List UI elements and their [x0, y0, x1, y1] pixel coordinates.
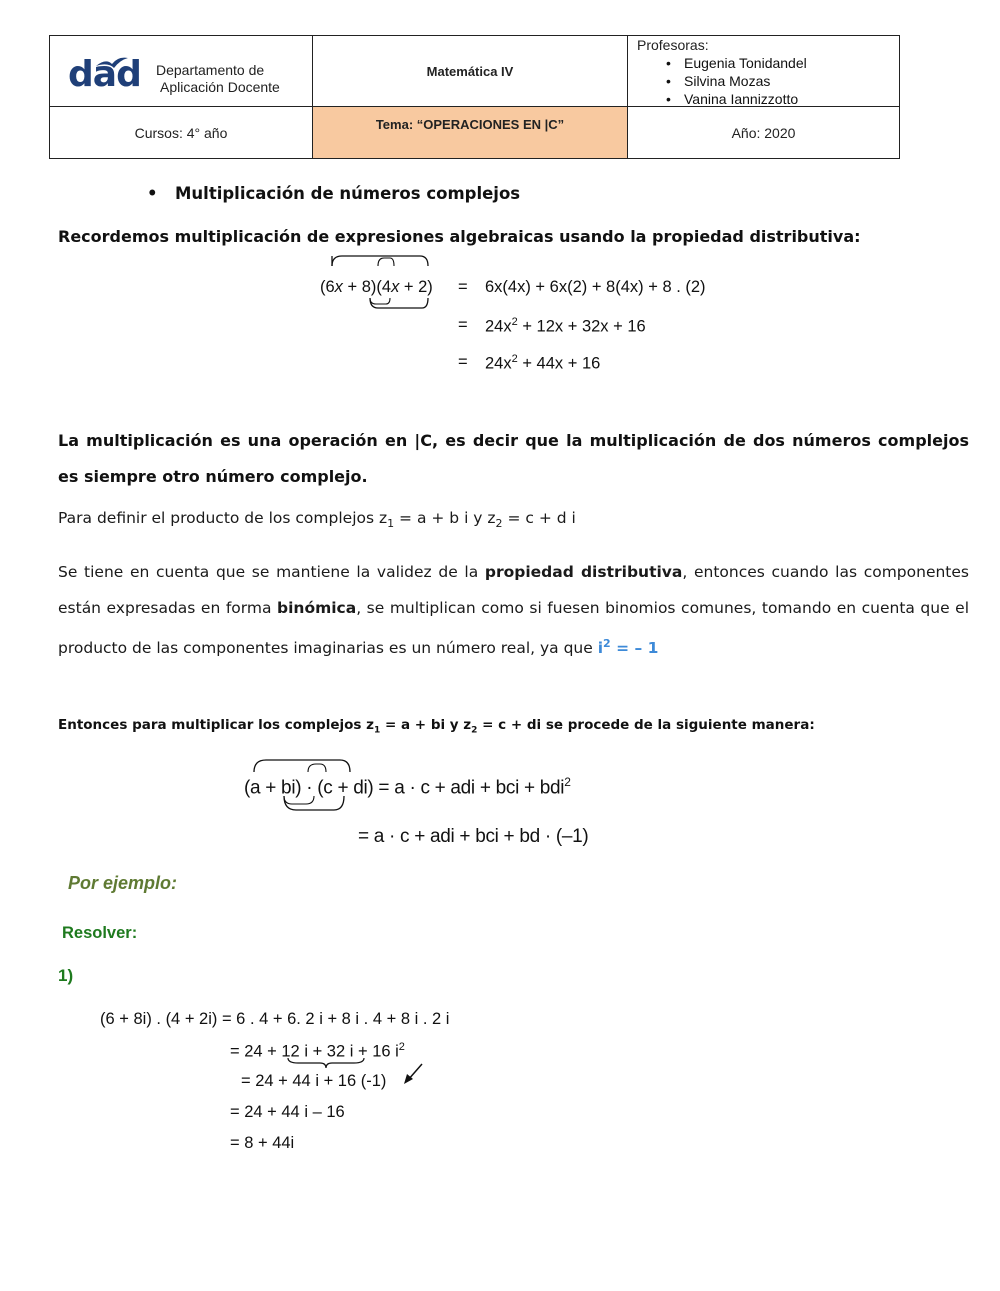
algebra-line-2: $24x^2 + 12x + 32x + 16$: [485, 316, 646, 336]
exercise-line-2: = 24 + 12 i + 32 i + 16 $i^2$: [230, 1041, 405, 1061]
bullet-icon: •: [147, 184, 158, 203]
subject-title: Matemática IV: [426, 64, 514, 79]
explanation-paragraph: Se tiene en cuenta que se mantiene la validez de la propiedad distributiva, entonces cuando las componentes están expresadas en forma binómica, se multiplican como si fuesen binomios comunes, tomando en cuenta que el producto de las componentes imaginarias es un número real, ya que $i^2$ = – 1: [58, 563, 970, 658]
algebra-lhs: (6x + 8)(4x + 2): [320, 278, 433, 296]
bird-icon: [94, 54, 130, 70]
year-cell: [627, 106, 900, 159]
topic-text: Tema: “OPERACIONES EN |C”: [375, 117, 565, 132]
equals-sign: =: [458, 316, 468, 334]
algebra-line-1: 6x(4x) + 6x(2) + 8(4x) + 8 . (2): [485, 278, 706, 296]
course-cell: [49, 106, 313, 159]
teacher-item: • Vanina Iannizzotto: [666, 90, 807, 108]
formula-line-1: (a + bi) · (c + di) = a · c + adi + bci + bdi$^2$: [244, 775, 571, 799]
recall-heading: Recordemos multiplicación de expresiones algebraicas usando la propiedad distributiva:: [58, 227, 861, 246]
logo-cell: [49, 35, 313, 107]
exercise-line-4: = 24 + 44 i – 16: [230, 1103, 345, 1121]
department-name: Departamento de Aplicación Docente: [156, 62, 280, 95]
teacher-item: • Eugenia Tonidandel: [666, 54, 807, 72]
teacher-item: • Silvina Mozas: [666, 72, 807, 90]
formula-line-2: = a · c + adi + bci + bd · (–1): [358, 826, 589, 847]
teachers-list: [666, 54, 807, 108]
algebra-line-3: $24x^2 + 44x + 16$: [485, 353, 601, 373]
example-label: Por ejemplo:: [68, 873, 178, 893]
teachers-cell: [627, 35, 900, 107]
equals-sign: =: [458, 278, 468, 296]
equals-sign: =: [458, 353, 468, 371]
dad-logo: dad: [68, 54, 141, 95]
i-squared-highlight: $i^2$ = – 1: [597, 637, 659, 658]
exercise-line-3: = 24 + 44 i + 16 (-1): [241, 1072, 387, 1090]
topic-cell: [312, 106, 628, 159]
exercise-line-1: (6 + 8i) . (4 + 2i) = 6 . 4 + 6. 2 i + 8 i . 4 + 8 i . 2 i: [100, 1010, 450, 1028]
teachers-label: Profesoras:: [637, 37, 709, 53]
solve-label: Resolver:: [62, 924, 138, 942]
subject-cell: [312, 35, 628, 107]
closure-paragraph: La multiplicación es una operación en |C, es decir que la multiplicación de dos números complejos es siempre otro número complejo.: [58, 431, 969, 486]
arrow-icon: [402, 1062, 424, 1086]
year-text: Año: 2020: [731, 125, 796, 141]
course-text: Cursos: 4° año: [134, 125, 228, 141]
procedure-line: Entonces para multiplicar los complejos $z_1 = a$ + bi y $z_2 = c$ + di se procede de la siguiente manera:: [58, 717, 815, 736]
definition-line: Para definir el producto de los complejos $z_1 = a + b$ i y $z_2 = c + d$ i: [58, 509, 576, 531]
section-title: • Multiplicación de números complejos: [147, 184, 521, 203]
exercise-number: 1): [58, 966, 74, 985]
exercise-line-5: = 8 + 44i: [230, 1134, 295, 1152]
header-table: [49, 35, 900, 159]
